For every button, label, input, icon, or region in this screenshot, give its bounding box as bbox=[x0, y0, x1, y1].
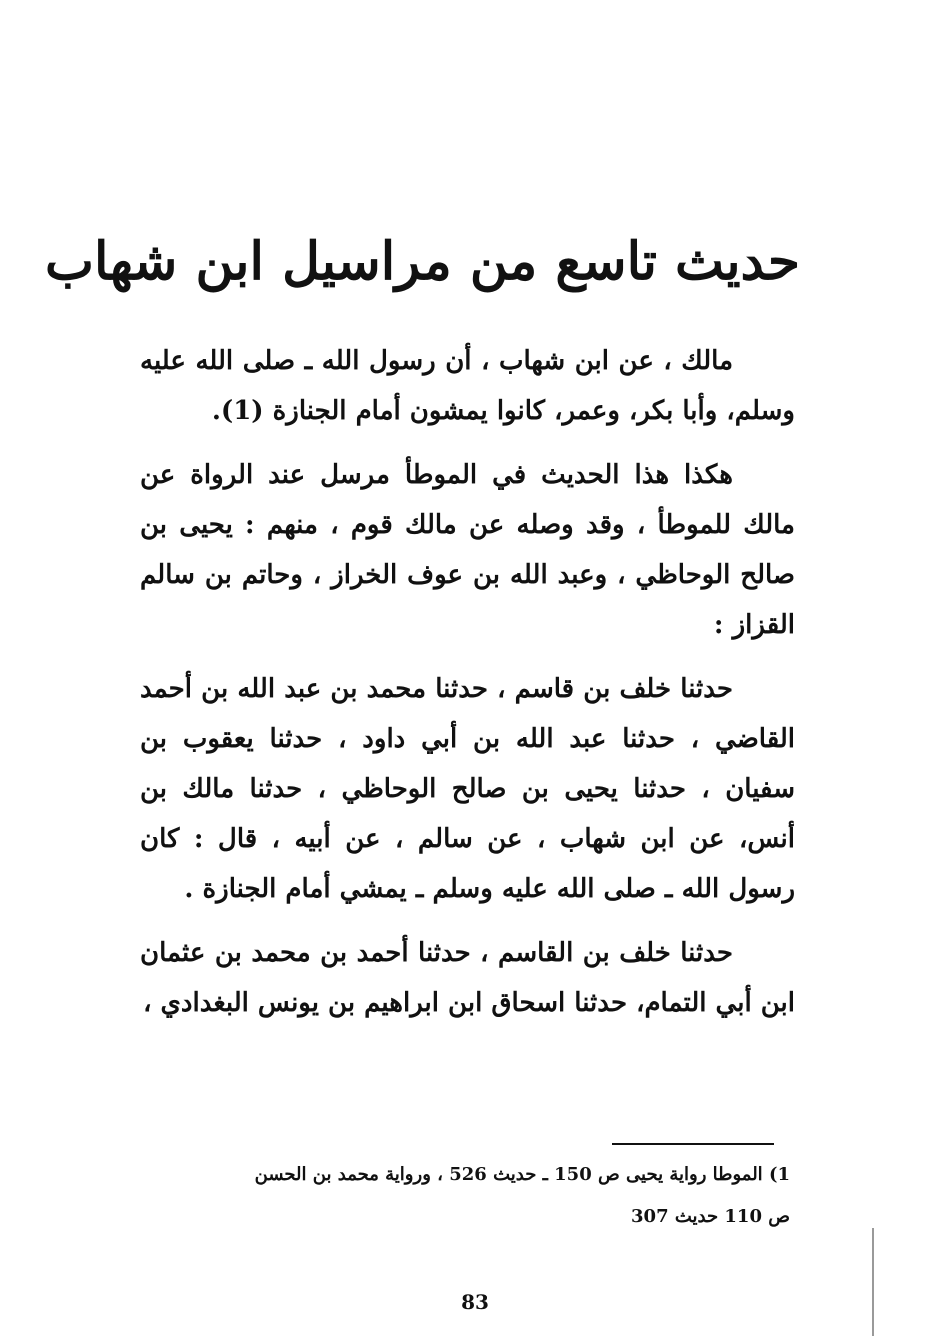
scan-edge-mark bbox=[872, 1228, 874, 1336]
main-text bbox=[140, 336, 795, 1042]
page-number: 83 bbox=[461, 1290, 489, 1314]
paragraph-4: حدثنا خلف بن القاسم ، حدثنا أحمد بن محمد بن عثمان ابن أبي التمام، حدثنا اسحاق ابن ابراهيم بن يونس البغدادي ، bbox=[140, 938, 795, 1018]
footnote-line-1: 1) الموطا رواية يحيى ص 150 ـ حديث 526 ، ورواية محمد بن الحسن bbox=[254, 1164, 790, 1185]
chapter-title: حديث تاسع من مراسيل ابن شهاب bbox=[45, 231, 800, 292]
paragraph-2: هكذا هذا الحديث في الموطأ مرسل عند الرواة عن مالك للموطأ ، وقد وصله عن مالك قوم ، منهم : يحيى بن صالح الوحاظي ، وعبد الله بن عوف الخراز ، وحاتم بن سالم القزاز : bbox=[140, 460, 795, 640]
paragraph-1: مالك ، عن ابن شهاب ، أن رسول الله ـ صلى الله عليه وسلم، وأبا بكر، وعمر، كانوا يمشون أمام الجنازة (1). bbox=[140, 346, 795, 426]
footnote-line-2: ص 110 حديث 307 bbox=[631, 1206, 790, 1227]
footnotes bbox=[130, 1154, 790, 1238]
footnote-divider bbox=[612, 1143, 774, 1145]
paragraph-3: حدثنا خلف بن قاسم ، حدثنا محمد بن عبد الله بن أحمد القاضي ، حدثنا عبد الله بن أبي داود ، حدثنا يعقوب بن سفيان ، حدثنا يحيى بن صالح الوحاظي ، حدثنا مالك بن أنس، عن ابن شهاب ، عن سالم ، عن أبيه ، قال : كان رسول الله ـ صلى الله عليه وسلم ـ يمشي أمام الجنازة . bbox=[140, 674, 795, 904]
